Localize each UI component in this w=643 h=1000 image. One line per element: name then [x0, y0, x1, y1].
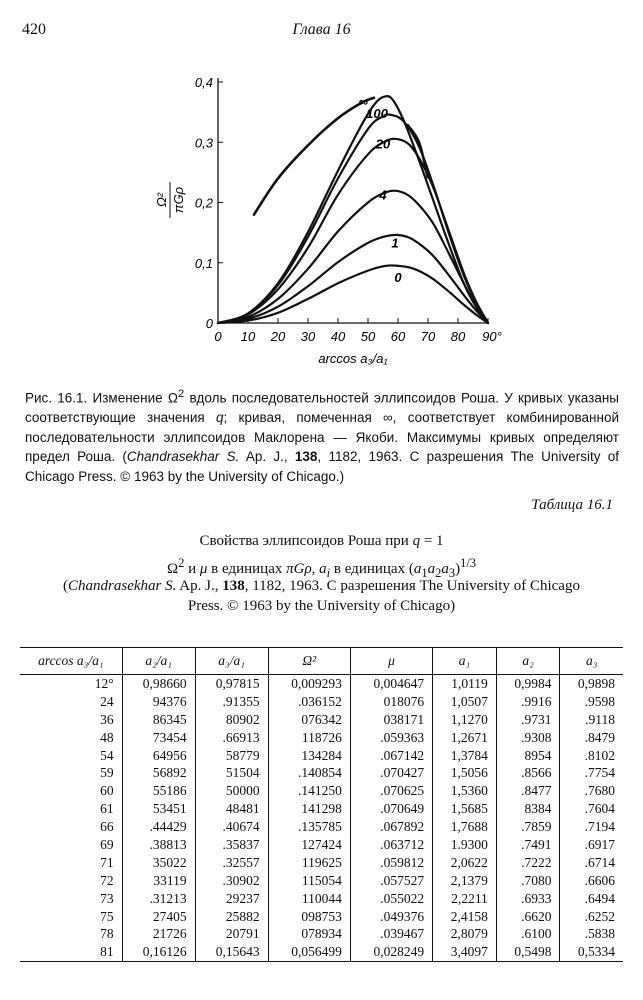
table-row — [20, 872, 623, 890]
table-cell: 69 — [100, 836, 114, 852]
table-cell: 115054 — [268, 872, 350, 890]
curve-label: 100 — [366, 106, 388, 122]
table-cell: 0,056499 — [268, 943, 350, 961]
table-cell: 78 — [100, 926, 114, 942]
curve-label: 4 — [379, 187, 387, 203]
table-cell: .40674 — [195, 818, 268, 836]
table-cell: 0,16126 — [122, 943, 195, 961]
table-cell: .9308 — [496, 729, 560, 747]
table-cell: .049376 — [350, 908, 432, 926]
table-cell: 2,4158 — [433, 908, 497, 926]
table-row — [20, 890, 623, 908]
table-cell: .66913 — [195, 729, 268, 747]
table-cell: .8479 — [560, 729, 623, 747]
table-cell: 038171 — [350, 711, 432, 729]
table-cell: 71 — [100, 854, 114, 870]
table-cell: .135785 — [268, 818, 350, 836]
table-label: Таблица 16.1 — [531, 497, 613, 513]
table-cell: .7859 — [496, 818, 560, 836]
table-cell: .6494 — [560, 890, 623, 908]
table-cell: 076342 — [268, 711, 350, 729]
table-cell: 018076 — [350, 693, 432, 711]
table-cell: .6933 — [496, 890, 560, 908]
table-row — [20, 800, 623, 818]
table-header-cell: a₂ — [496, 648, 560, 675]
table-cell: .067892 — [350, 818, 432, 836]
x-tick-label: 10 — [240, 329, 256, 344]
table-cell: 48 — [100, 729, 114, 745]
x-tick-label: 30 — [300, 329, 316, 344]
table-source-line-1: (Chandrasekhar S. Ap. J., 138, 1182, 1963. С разрешения The University of Chicago — [63, 578, 580, 594]
series-line-4 — [218, 191, 488, 323]
x-axis-label: arccos a₃/a₁ — [318, 351, 388, 366]
table-cell: 0,028249 — [350, 943, 432, 961]
table-cell: .141250 — [268, 782, 350, 800]
table-row — [20, 747, 623, 765]
curve-label: 1 — [391, 235, 399, 251]
table-row — [20, 925, 623, 943]
table-cell: 55186 — [122, 782, 195, 800]
table-cell: .6917 — [560, 836, 623, 854]
table-header-cell: Ω² — [268, 648, 350, 675]
table-cell: 127424 — [268, 836, 350, 854]
table-row — [20, 764, 623, 782]
table-source-line-2: Press. © 1963 by the University of Chicago) — [187, 598, 456, 614]
table-cell: 35022 — [122, 854, 195, 872]
table-cell: 1,1270 — [433, 711, 497, 729]
y-tick-label: 0 — [205, 316, 213, 331]
table-cell: 0,5498 — [496, 943, 560, 961]
y-axis-label — [154, 182, 186, 218]
table-cell: .31213 — [122, 890, 195, 908]
table-cell: .055022 — [350, 890, 432, 908]
table-cell: 118726 — [268, 729, 350, 747]
chapter-title: Глава 16 — [292, 21, 351, 38]
table-cell: 1,5056 — [433, 764, 497, 782]
table-cell: .9731 — [496, 711, 560, 729]
table-cell: .9916 — [496, 693, 560, 711]
table-cell: .8566 — [496, 764, 560, 782]
series-line-1 — [218, 235, 488, 323]
table-cell: 0,98660 — [122, 675, 195, 693]
x-tick-label: 90° — [482, 329, 502, 344]
table-cell: .6620 — [496, 908, 560, 926]
chart-series — [218, 96, 488, 323]
table-row — [20, 908, 623, 926]
table-cell: 1,2671 — [433, 729, 497, 747]
x-tick-label: 20 — [270, 329, 286, 344]
table-cell: 75 — [100, 908, 114, 924]
table-cell: 21726 — [122, 925, 195, 943]
table-cell: 73 — [100, 890, 114, 906]
table-cell: 86345 — [122, 711, 195, 729]
table-header-cell: a₃/a₁ — [195, 648, 268, 675]
table-cell: 110044 — [268, 890, 350, 908]
table-cell: 3,4097 — [433, 943, 497, 961]
table-cell: .059812 — [350, 854, 432, 872]
table-cell: .35837 — [195, 836, 268, 854]
table-cell: 0,9898 — [560, 675, 623, 693]
table-row — [20, 693, 623, 711]
table-header-row — [20, 648, 623, 675]
table-row — [20, 836, 623, 854]
page-number: 420 — [22, 21, 46, 38]
table-cell: 64956 — [122, 747, 195, 765]
table-cell: .6252 — [560, 908, 623, 926]
x-tick-label: 0 — [214, 329, 222, 344]
table-cell: .070625 — [350, 782, 432, 800]
table-cell: 0,97815 — [195, 675, 268, 693]
table-cell: 134284 — [268, 747, 350, 765]
table-header-cell: a₂/a₁ — [122, 648, 195, 675]
table-row — [20, 729, 623, 747]
table-cell: 8954 — [496, 747, 560, 765]
table-cell: .140854 — [268, 764, 350, 782]
table-cell: 27405 — [122, 908, 195, 926]
table-cell: 119625 — [268, 854, 350, 872]
table-cell: 81 — [20, 943, 122, 961]
curve-label: 0 — [394, 270, 402, 286]
table-cell: .070649 — [350, 800, 432, 818]
table-cell: .7080 — [496, 872, 560, 890]
x-tick-label: 70 — [420, 329, 436, 344]
table-cell: .039467 — [350, 925, 432, 943]
table-cell: 66 — [100, 819, 114, 835]
table-row — [20, 943, 623, 961]
table-cell: .070427 — [350, 764, 432, 782]
table-body — [20, 675, 623, 962]
table-cell: 1.9300 — [433, 836, 497, 854]
table-cell: 1,5360 — [433, 782, 497, 800]
x-tick-label: 50 — [360, 329, 376, 344]
table-cell: 36 — [100, 711, 114, 727]
table-cell: 0,15643 — [195, 943, 268, 961]
table-cell: .91355 — [195, 693, 268, 711]
table-cell: 078934 — [268, 925, 350, 943]
table-cell: .7680 — [560, 782, 623, 800]
table-row — [20, 854, 623, 872]
table-cell: .8477 — [496, 782, 560, 800]
table-cell: 51504 — [195, 764, 268, 782]
table-cell: .6100 — [496, 925, 560, 943]
table-cell: .036152 — [268, 693, 350, 711]
table-header-cell: arccos a₃/a₁ — [20, 648, 122, 675]
table-cell: 20791 — [195, 925, 268, 943]
table-cell: 8384 — [496, 800, 560, 818]
table-cell: 2,2211 — [433, 890, 497, 908]
table-cell: 12° — [94, 675, 114, 691]
table-cell: 2,8079 — [433, 925, 497, 943]
roche-limit-curve — [254, 98, 374, 215]
roche-table — [20, 647, 623, 962]
table-cell: .44429 — [122, 818, 195, 836]
x-tick-label: 60 — [390, 329, 406, 344]
table-cell: 1,7688 — [433, 818, 497, 836]
table-cell: 098753 — [268, 908, 350, 926]
table-header-cell: μ — [350, 648, 432, 675]
figure-caption: Рис. 16.1. Изменение $\Omega^2$ вдоль последовательностей эллипсоидов Роша. У кривых указаны соответствующие значения q; кривая, помеченная ∞, соответствует комбинированной последовательности эллипсоидов Маклорена — Якоби. Максимумы кривых определяют предел Роша. (Chandrasekhar S. Ap. J., 138, 1182, 1963. С разрешения The University of Chicago Press. © 1963 by the University of Chicago.) — [25, 388, 619, 484]
table-row — [20, 818, 623, 836]
table-header-cell: a₁ — [433, 648, 497, 675]
table-cell: 72 — [100, 872, 114, 888]
table-cell: 60 — [100, 783, 114, 799]
table-row — [20, 675, 623, 693]
table-cell: .7604 — [560, 800, 623, 818]
table-cell: 1,5685 — [433, 800, 497, 818]
x-tick-label: 40 — [330, 329, 346, 344]
table-cell: 94376 — [122, 693, 195, 711]
curve-label: ∞ — [358, 94, 368, 110]
table-cell: 80902 — [195, 711, 268, 729]
table-cell: .7491 — [496, 836, 560, 854]
table-cell: 0,5334 — [560, 943, 623, 961]
table-cell: 24 — [100, 693, 114, 709]
table-cell: .063712 — [350, 836, 432, 854]
y-tick-label: 0,1 — [194, 255, 213, 271]
table-cell: 1,3784 — [433, 747, 497, 765]
table-cell: .6714 — [560, 854, 623, 872]
table-cell: .7222 — [496, 854, 560, 872]
table-cell: 56892 — [122, 764, 195, 782]
table-cell: .7194 — [560, 818, 623, 836]
table-cell: 0,9984 — [496, 675, 560, 693]
table-cell: 2,0622 — [433, 854, 497, 872]
table-row — [20, 782, 623, 800]
table-header-cell: a₃ — [560, 648, 623, 675]
table-cell: .057527 — [350, 872, 432, 890]
table-cell: 53451 — [122, 800, 195, 818]
table-cell: .059363 — [350, 729, 432, 747]
y-tick-label: 0,2 — [194, 195, 213, 211]
table-cell: 0,009293 — [268, 675, 350, 693]
table-cell: 61 — [100, 801, 114, 817]
table-cell: 59 — [100, 765, 114, 781]
table-cell: .7754 — [560, 764, 623, 782]
table-cell: 0,004647 — [350, 675, 432, 693]
curve-label: 20 — [375, 136, 391, 152]
table-cell: .32557 — [195, 854, 268, 872]
x-tick-label: 80 — [450, 329, 466, 344]
table-cell: .067142 — [350, 747, 432, 765]
table-cell: 48481 — [195, 800, 268, 818]
roche-chart — [0, 60, 643, 375]
table-cell: 73454 — [122, 729, 195, 747]
table-cell: 2,1379 — [433, 872, 497, 890]
y-label-numerator: Ω² — [154, 192, 169, 208]
table-cell: 1,0119 — [433, 675, 497, 693]
table-cell: 25882 — [195, 908, 268, 926]
table-cell: 1,0507 — [433, 693, 497, 711]
y-tick-label: 0,4 — [194, 75, 213, 90]
table-cell: .30902 — [195, 872, 268, 890]
table-cell: .6606 — [560, 872, 623, 890]
y-label-denominator: πGρ — [171, 186, 186, 214]
table-cell: .8102 — [560, 747, 623, 765]
table-cell: .9598 — [560, 693, 623, 711]
chart-axes — [218, 78, 488, 323]
table-cell: .5838 — [560, 925, 623, 943]
table-cell: 141298 — [268, 800, 350, 818]
table-title: Свойства эллипсоидов Роша при q = 1 — [199, 533, 444, 549]
table-row — [20, 711, 623, 729]
table-cell: 33119 — [122, 872, 195, 890]
y-tick-label: 0,3 — [194, 135, 213, 151]
table-cell: 58779 — [195, 747, 268, 765]
table-cell: 50000 — [195, 782, 268, 800]
table-cell: .38813 — [122, 836, 195, 854]
table-subtitle: $\Omega^2$ и μ в единицах πGρ, $a_i$ в единицах $(a_1a_2a_3)^{1/3}$ — [166, 556, 477, 580]
table-cell: 29237 — [195, 890, 268, 908]
table-cell: .9118 — [560, 711, 623, 729]
table-cell: 54 — [100, 747, 114, 763]
